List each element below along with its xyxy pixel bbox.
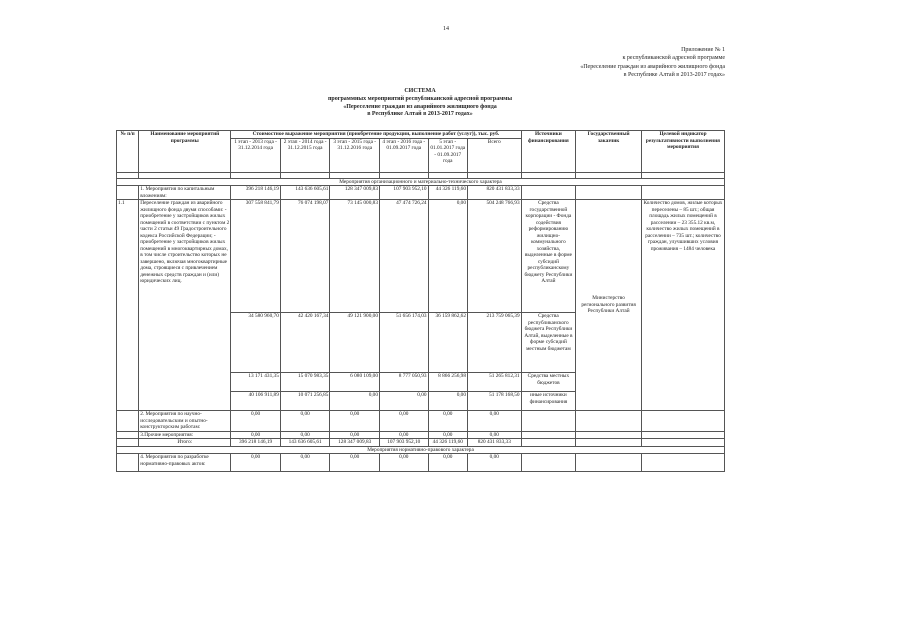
empty-cell <box>641 411 724 432</box>
value-cell: 0,00 <box>280 411 330 432</box>
stage-header: 2 этап - 2014 года - 31.12.2015 года <box>280 138 330 172</box>
appendix-line: «Переселение граждан из аварийного жилищного фонда <box>580 63 725 70</box>
section-title: Мероприятия нормативно-правового характера <box>117 446 725 454</box>
total-label: Итого: <box>139 439 231 447</box>
value-cell: 34 580 960,70 <box>231 313 281 373</box>
value-cell: 40 106 911,89 <box>231 392 281 411</box>
value-cell: 307 558 841,79 <box>231 200 281 313</box>
total-value: 820 431 833,33 <box>467 439 521 447</box>
empty-cell <box>521 454 576 472</box>
empty-cell <box>641 186 724 200</box>
value-cell: 0,00 <box>467 454 521 472</box>
total-row <box>117 439 725 447</box>
page-number: 14 <box>443 26 449 32</box>
customer-cell: Министерство регионального развития Республики Алтай <box>576 200 642 411</box>
appendix-note <box>425 46 725 80</box>
value-cell: 0,00 <box>330 431 380 439</box>
empty-cell <box>576 454 642 472</box>
appendix-line: к республиканской адресной программе <box>622 55 725 62</box>
header-sources: Источники финансирования <box>521 131 576 173</box>
value-cell: 44 326 119,60 <box>428 186 467 200</box>
empty-cell <box>521 411 576 432</box>
section-title-row <box>117 178 725 186</box>
row-1-name: 1. Мероприятия по капитальным вложениям: <box>139 186 231 200</box>
program-measures-table <box>116 130 725 472</box>
source-other: иные источники финансирования <box>521 392 576 411</box>
empty-cell <box>521 431 576 439</box>
row-3-name: 3.Прочие мероприятия: <box>139 431 231 439</box>
empty-cell <box>576 431 642 439</box>
section-title: Мероприятия организационного и материально-технического характера <box>117 178 725 186</box>
header-name: Наименование мероприятий программы <box>139 131 231 173</box>
table-row <box>117 200 725 313</box>
title-line: СИСТЕМА <box>404 88 436 94</box>
value-cell: 8 866 256,98 <box>428 373 467 392</box>
row-1-1-name: Переселение граждан из аварийного жилищного фонда двумя способами: - приобретение у застройщиков жилых помещений в соответствии с пунктом 2 части 2 статьи 49 Градостроительного кодекса Российской Федерации; - приобретение у застройщиков жилых помещений в многоквартирных домах, в том числе строительство которых не завершено, включая многоквартирные дома, строящиеся с привлечением денежных средств граждан и (или) юридических лиц. <box>139 200 231 411</box>
value-cell: 51 265 812,31 <box>467 373 521 392</box>
empty-cell <box>521 186 576 200</box>
value-cell: 0,00 <box>428 454 467 472</box>
value-cell: 0,00 <box>467 411 521 432</box>
value-cell: 51 178 168,50 <box>467 392 521 411</box>
empty-cell <box>576 411 642 432</box>
value-cell: 0,00 <box>330 411 380 432</box>
empty-cell <box>576 439 642 447</box>
header-row <box>117 131 725 139</box>
stage-header-total: Всего <box>467 138 521 172</box>
value-cell: 76 074 198,07 <box>280 200 330 313</box>
num-cell <box>117 431 139 439</box>
value-cell: 0,00 <box>280 454 330 472</box>
title-line: программных мероприятий республиканской адресной программы <box>327 95 513 102</box>
document-title <box>270 88 570 119</box>
value-cell: 42 420 167,34 <box>280 313 330 373</box>
empty-cell <box>521 439 576 447</box>
num-cell <box>117 439 139 447</box>
empty-cell <box>641 439 724 447</box>
empty-cell <box>576 186 642 200</box>
value-cell: 47 474 726,24 <box>379 200 428 313</box>
num-cell <box>117 454 139 472</box>
value-cell: 0,00 <box>280 431 330 439</box>
empty-cell <box>641 454 724 472</box>
value-cell: 0,00 <box>428 411 467 432</box>
value-cell: 51 656 174,03 <box>379 313 428 373</box>
title-line: «Переселение граждан из аварийного жилищного фонда <box>343 103 497 110</box>
value-cell: 36 159 862,62 <box>428 313 467 373</box>
value-cell: 15 070 983,35 <box>280 373 330 392</box>
value-cell: 73 145 000,83 <box>330 200 380 313</box>
indicator-cell: Количество домов, жилые которых переселены – 85 шт.; общая площадь жилых помещений в расселении – 23 355.12 кв.м, количество жилых помещений в расселении – 735 шт.; количество граждан, улучшивших условия проживания – 1484 человека <box>641 200 724 411</box>
source-local: Средства местных бюджетов <box>521 373 576 392</box>
table-row <box>117 186 725 200</box>
total-value: 44 326 119,60 <box>428 439 467 447</box>
value-cell: 0,00 <box>379 392 428 411</box>
value-cell: 0,00 <box>467 431 521 439</box>
empty-cell <box>641 431 724 439</box>
row-4-name: 4. Мероприятия по разработке нормативно-правовых актов: <box>139 454 231 472</box>
total-value: 107 903 952,10 <box>379 439 428 447</box>
title-line: в Республике Алтай в 2013-2017 годах» <box>367 111 473 118</box>
value-cell: 0,00 <box>231 431 281 439</box>
value-cell: 0,00 <box>428 392 467 411</box>
value-cell: 820 431 833,33 <box>467 186 521 200</box>
table-row <box>117 411 725 432</box>
stage-header: 3 этап - 2015 года - 31.12.2016 года <box>330 138 380 172</box>
value-cell: 0,00 <box>428 200 467 313</box>
source-republic: Средства республиканского бюджета Республики Алтай, выделенные в форме субсидий местным бюджетам <box>521 313 576 373</box>
stage-header: 5 этап - 01.01.2017 года - 01.09.2017 года <box>428 138 467 172</box>
table-row <box>117 454 725 472</box>
value-cell: 13 171 431,35 <box>231 373 281 392</box>
stage-header: 4 этап - 2016 года - 01.09.2017 года <box>379 138 428 172</box>
header-indicator: Целевой индикатор результативности выполнения мероприятия <box>641 131 724 173</box>
value-cell: 504 248 766,93 <box>467 200 521 313</box>
header-num: № п/п <box>117 131 139 173</box>
value-cell: 0,00 <box>231 411 281 432</box>
stage-header: 1 этап - 2013 года - 31.12.2014 года <box>231 138 281 172</box>
header-customer: Государственный заказчик <box>576 131 642 173</box>
value-cell: 49 121 900,00 <box>330 313 380 373</box>
value-cell: 10 071 256,85 <box>280 392 330 411</box>
value-cell: 0,00 <box>428 431 467 439</box>
source-fund: Средства государственной корпорации - Фонда содействия реформированию жилищно-коммунального хозяйства, выделенные в форме субсидий республиканскому бюджету Республики Алтай <box>521 200 576 313</box>
value-cell: 107 903 952,10 <box>379 186 428 200</box>
value-cell: 0,00 <box>379 431 428 439</box>
value-cell: 213 759 065,39 <box>467 313 521 373</box>
total-value: 143 636 605,61 <box>280 439 330 447</box>
table-row <box>117 431 725 439</box>
value-cell: 0,00 <box>379 454 428 472</box>
appendix-line: Приложение № 1 <box>681 47 725 53</box>
value-cell: 0,00 <box>330 454 380 472</box>
total-value: 396 218 146,19 <box>231 439 281 447</box>
value-cell: 143 636 605,61 <box>280 186 330 200</box>
row-1-1-num: 1.1 <box>117 200 139 411</box>
value-cell: 0,00 <box>330 392 380 411</box>
section-title-row <box>117 446 725 454</box>
value-cell: 6 080 109,00 <box>330 373 380 392</box>
value-cell: 8 777 050,93 <box>379 373 428 392</box>
total-value: 128 347 009,83 <box>330 439 380 447</box>
num-cell <box>117 411 139 432</box>
num-cell <box>117 186 139 200</box>
value-cell: 0,00 <box>231 454 281 472</box>
value-cell: 128 347 009,83 <box>330 186 380 200</box>
appendix-line: в Республике Алтай в 2013-2017 годах» <box>623 72 725 79</box>
value-cell: 396 218 146,19 <box>231 186 281 200</box>
value-cell: 0,00 <box>379 411 428 432</box>
header-cost: Стоимостное выражение мероприятия (приобретение продукции, выполнение работ (услуг)), тыс. руб. <box>231 131 521 139</box>
row-2-name: 2. Мероприятия по научно-исследовательским и опытно-конструкторским работам: <box>139 411 231 432</box>
